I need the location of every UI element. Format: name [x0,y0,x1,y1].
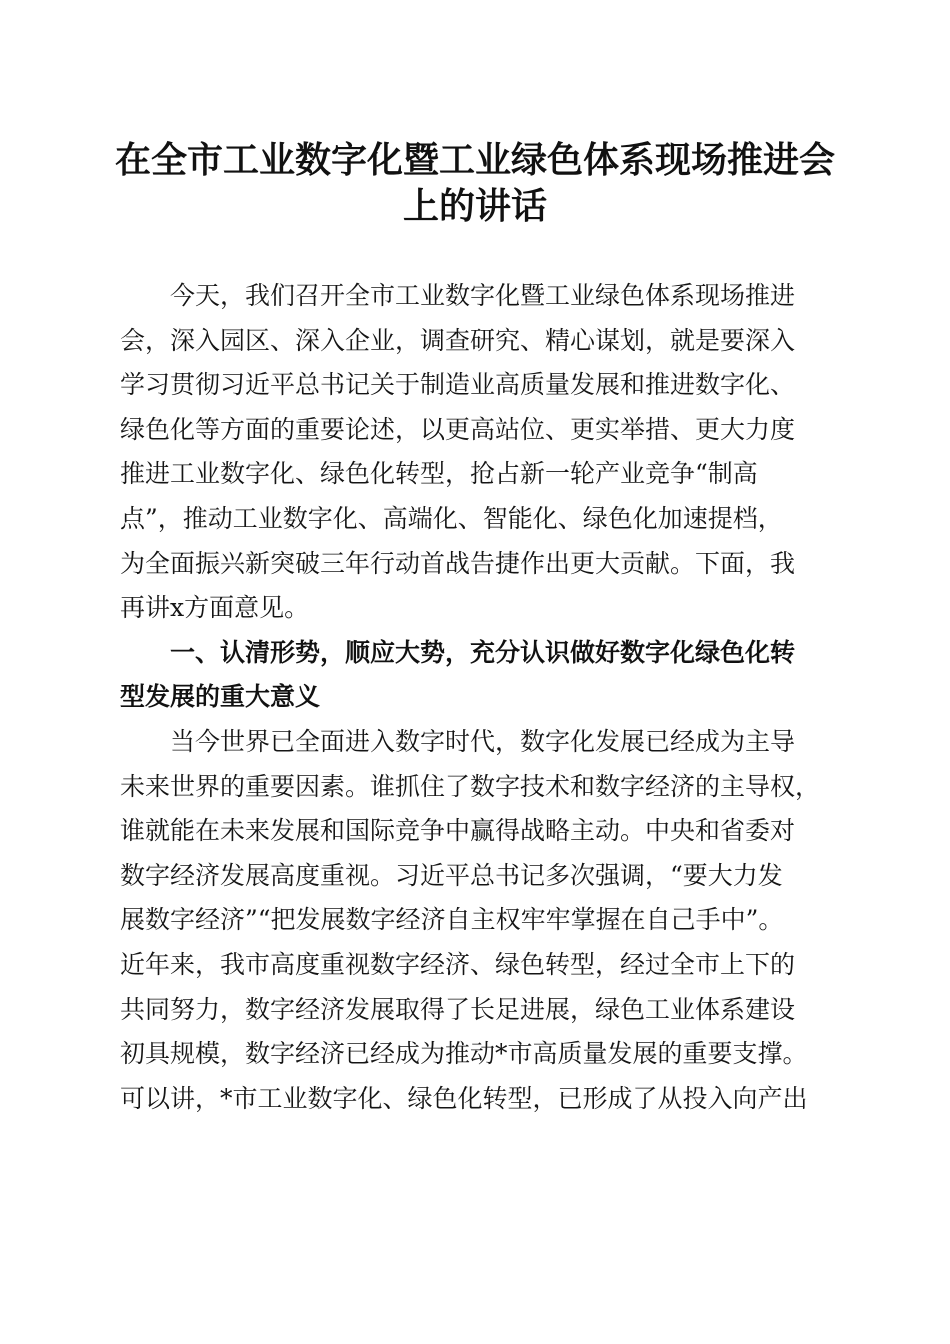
paragraph-section-1 [120,720,832,1121]
paragraph-line: 未来世界的重要因素。谁抓住了数字技术和数字经济的主导权， [120,771,821,801]
paragraph-line: 共同努力，数字经济发展取得了长足进展，绿色工业体系建设 [120,994,796,1024]
paragraph-line: 今天，我们召开全市工业数字化暨工业绿色体系现场推进 [170,281,796,310]
paragraph-line: 学习贯彻习近平总书记关于制造业高质量发展和推进数字化、 [120,370,796,400]
document-title-line-2: 上的讲话 [402,185,547,227]
paragraph-line: 初具规模，数字经济已经成为推动*市高质量发展的重要支撑。 [120,1039,808,1069]
paragraph-line: 当今世界已全面进入数字时代，数字化发展已经成为主导 [170,726,796,756]
paragraph-line: 可以讲，*市工业数字化、绿色化转型，已形成了从投入向产出 [120,1083,808,1113]
document-title-line-1: 在全市工业数字化暨工业绿色体系现场推进会 [114,139,835,181]
heading-line: 型发展的重大意义 [120,682,321,712]
paragraph-line: 点”，推动工业数字化、高端化、智能化、绿色化加速提档， [120,503,783,533]
section-heading-1 [120,631,832,720]
paragraph-line: 再讲x方面意见。 [120,593,310,623]
paragraph-line: 谁就能在未来发展和国际竞争中赢得战略主动。中央和省委对 [120,816,796,846]
paragraph-line: 会，深入园区、深入企业，调查研究、精心谋划，就是要深入 [120,325,796,355]
paragraph-line: 推进工业数字化、绿色化转型，抢占新一轮产业竞争“制高 [120,459,758,489]
paragraph-line: 绿色化等方面的重要论述，以更高站位、更实举措、更大力度 [120,414,796,444]
paragraph-line: 为全面振兴新突破三年行动首战告捷作出更大贡献。下面，我 [120,548,796,578]
paragraph-line: 展数字经济”“把发展数字经济自主权牢牢掌握在自己手中”。 [120,905,784,935]
paragraph-intro [120,274,832,631]
heading-line: 一、认清形势，顺应大势，充分认识做好数字化绿色化转 [170,637,796,667]
paragraph-line: 近年来，我市高度重视数字经济、绿色转型，经过全市上下的 [120,949,796,979]
document-body [120,274,832,1121]
paragraph-line: 数字经济发展高度重视。习近平总书记多次强调，“要大力发 [120,860,783,890]
